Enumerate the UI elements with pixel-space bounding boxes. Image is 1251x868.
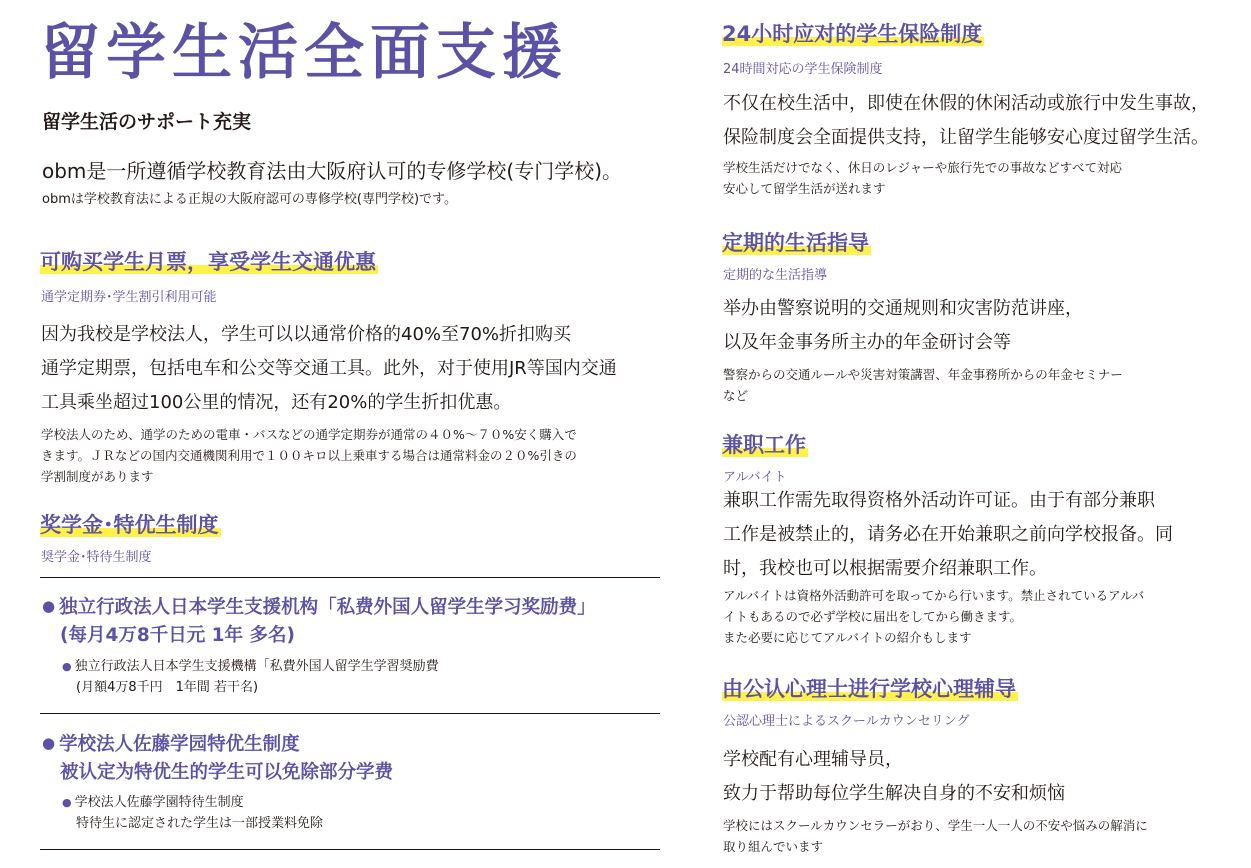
counseling-heading-ja: 公認心理士によるスクールカウンセリング	[723, 714, 970, 729]
guidance-body-ja-line: 警察からの交通ルールや災害対策講習、年金事務所からの年金セミナー	[723, 367, 1123, 382]
transport-body-zh-line: 工具乘坐超过100公里的情况，还有20%的学生折扣优惠。	[41, 392, 512, 413]
parttime-body-ja-line: イトもあるので必ず学校に届出をしてから働きます。	[723, 609, 1023, 624]
insurance-body-ja	[723, 157, 1122, 199]
scholarship-item-ja-line: (月額4万8千円 1年間 若干名)	[76, 680, 259, 695]
parttime-body-zh	[723, 484, 1173, 586]
scholarship-item-ja-line: 学校法人佐藤学園特待生制度	[74, 795, 244, 810]
scholarship-item-ja	[62, 656, 439, 698]
intro-text-ja: obmは学校教育法による正規の大阪府認可の専修学校(専門学校)です。	[42, 192, 457, 207]
counseling-body-ja-line: 取り組んでいます	[723, 839, 824, 854]
parttime-body-zh-line: 时，我校也可以根据需要介绍兼职工作。	[723, 558, 1047, 579]
page-title: 留学生活全面支援	[40, 18, 568, 88]
transport-body-zh-line: 通学定期票，包括电车和公交等交通工具。此外，对于使用JR等国内交通	[41, 358, 617, 379]
guidance-heading: 定期的生活指导	[722, 231, 869, 255]
transport-body-zh-line: 因为我校是学校法人，学生可以以通常价格的40%至70%折扣购买	[41, 324, 572, 345]
parttime-body-ja-line: アルバイトは資格外活動許可を取ってから行います。禁止されているアルバ	[723, 588, 1145, 603]
insurance-heading: 24小时应对的学生保险制度	[722, 22, 983, 46]
scholarship-heading-ja: 奨学金･特待生制度	[41, 550, 152, 565]
scholarship-heading: 奖学金･特优生制度	[40, 513, 219, 537]
parttime-heading-ja: アルバイト	[723, 470, 787, 485]
guidance-body-zh	[723, 292, 1083, 360]
guidance-body-zh-line: 以及年金事务所主办的年金研讨会等	[723, 332, 1011, 353]
transport-body-ja-line: 学校法人のため、通学のための電車・バスなどの通学定期券が通常の４０%〜７０%安く購入で	[41, 427, 577, 442]
parttime-body-ja-line: また必要に応じてアルバイトの紹介もします	[723, 630, 972, 645]
divider	[40, 713, 660, 714]
transport-body-zh	[41, 318, 617, 420]
divider	[40, 577, 660, 578]
guidance-body-ja	[723, 364, 1123, 406]
parttime-body-zh-line: 工作是被禁止的，请务必在开始兼职之前向学校报备。同	[723, 524, 1173, 545]
parttime-body-ja	[723, 585, 1144, 648]
guidance-heading-ja: 定期的な生活指導	[723, 268, 828, 283]
counseling-body-zh-line: 致力于帮助每位学生解决自身的不安和烦恼	[723, 783, 1065, 804]
insurance-body-zh-line: 保险制度会全面提供支持，让留学生能够安心度过留学生活。	[723, 127, 1209, 148]
counseling-body-zh-line: 学校配有心理辅导员，	[723, 749, 903, 770]
parttime-heading: 兼职工作	[722, 433, 806, 457]
parttime-body-zh-line: 兼职工作需先取得资格外活动许可证。由于有部分兼职	[723, 490, 1155, 511]
transport-body-ja	[41, 424, 577, 487]
insurance-body-zh-line: 不仅在校生活中，即使在休假的休闲活动或旅行中发生事故，	[723, 93, 1209, 114]
scholarship-item-zh-line: (每月4万8千日元 1年 多名)	[60, 625, 295, 646]
intro-text-zh: obm是一所遵循学校教育法由大阪府认可的专修学校(专门学校)。	[42, 159, 623, 183]
bullet-icon: ●	[42, 597, 56, 615]
scholarship-item-ja-line: 特待生に認定された学生は一部授業料免除	[76, 816, 324, 831]
scholarship-item-zh	[42, 592, 596, 650]
counseling-heading: 由公认心理士进行学校心理辅导	[722, 677, 1016, 701]
bullet-icon: ●	[62, 796, 72, 809]
divider	[40, 849, 660, 850]
counseling-body-zh	[723, 743, 1065, 811]
bullet-icon: ●	[42, 734, 56, 752]
counseling-body-ja-line: 学校にはスクールカウンセラーがおり、学生一人一人の不安や悩みの解消に	[723, 818, 1148, 833]
guidance-body-zh-line: 举办由警察说明的交通规则和灾害防范讲座，	[723, 298, 1083, 319]
insurance-heading-ja: 24時間対応の学生保険制度	[723, 62, 883, 77]
page-subtitle: 留学生活のサポート充実	[42, 111, 252, 133]
guidance-body-ja-line: など	[723, 388, 749, 403]
scholarship-item-zh-line: 被认定为特优生的学生可以免除部分学费	[60, 762, 394, 783]
transport-heading-ja: 通学定期券･学生割引利用可能	[41, 290, 217, 305]
insurance-body-zh	[723, 87, 1209, 155]
counseling-body-ja	[723, 815, 1148, 857]
insurance-body-ja-line: 安心して留学生活が送れます	[723, 181, 886, 196]
scholarship-item-zh	[42, 729, 393, 787]
transport-heading: 可购买学生月票，享受学生交通优惠	[40, 250, 376, 274]
insurance-body-ja-line: 学校生活だけでなく、休日のレジャーや旅行先での事故などすべて対応	[723, 160, 1122, 175]
scholarship-item-ja	[62, 792, 323, 834]
scholarship-item-ja-line: 独立行政法人日本学生支援機構「私費外国人留学生学習奨励費	[74, 659, 439, 674]
transport-body-ja-line: きます。ＪＲなどの国内交通機関利用で１００キロ以上乗車する場合は通常料金の２０%引きの	[41, 448, 577, 463]
transport-body-ja-line: 学割制度があります	[41, 469, 154, 484]
scholarship-item-zh-line: 独立行政法人日本学生支援机构「私费外国人留学生学习奖励费」	[59, 597, 596, 618]
scholarship-item-zh-line: 学校法人佐藤学园特优生制度	[59, 734, 300, 755]
bullet-icon: ●	[62, 660, 72, 673]
